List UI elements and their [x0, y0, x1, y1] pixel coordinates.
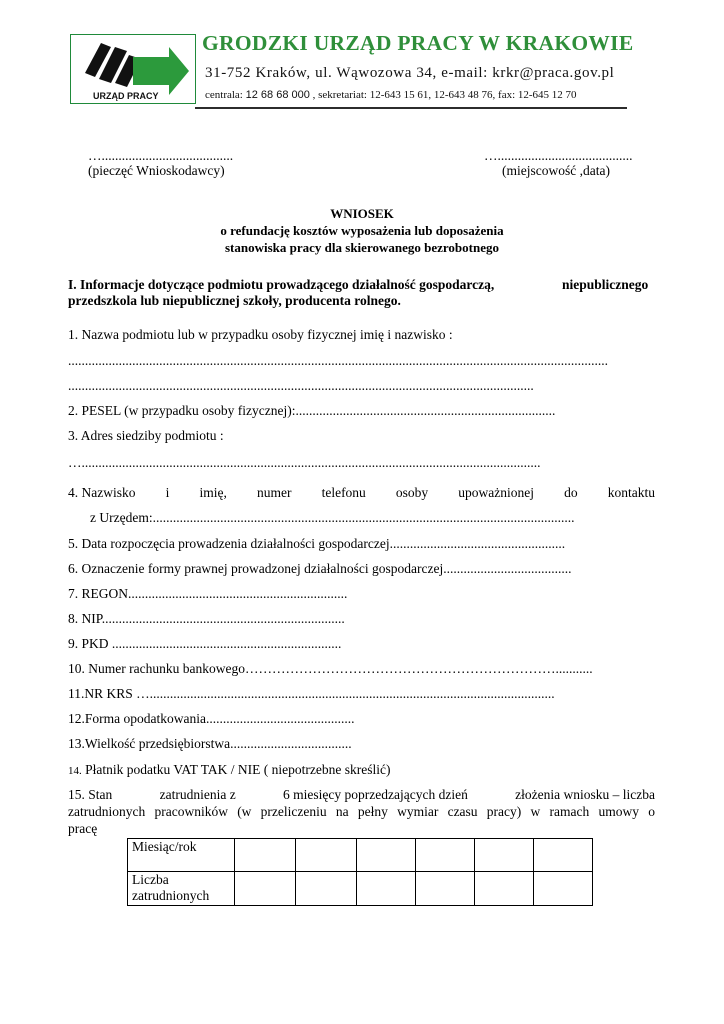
item-3: 3. Adres siedziby podmiotu : — [68, 428, 224, 443]
item-1: 1. Nazwa podmiotu lub w przypadku osoby fizycznej imię i nazwisko : — [68, 327, 453, 342]
table-cell[interactable] — [296, 872, 357, 906]
item-15-word: o — [648, 804, 655, 819]
org-phones — [205, 89, 577, 101]
table-label-count: Liczba zatrudnionych — [128, 872, 235, 906]
centrala-label: centrala: — [205, 89, 243, 101]
item-4-word: imię, — [199, 485, 227, 500]
item-5[interactable]: 5. Data rozpoczęcia prowadzenia działalności gospodarczej.................................................... — [68, 536, 566, 551]
item-15-word: 15. Stan — [68, 787, 113, 802]
item-15-word: (w — [237, 804, 252, 819]
table-cell[interactable] — [534, 872, 593, 906]
item-4-word: upoważnionej — [458, 485, 535, 500]
item-15-line3: pracę — [68, 821, 98, 836]
item-2[interactable]: 2. PESEL (w przypadku osoby fizycznej):............................................................................. — [68, 403, 556, 418]
item-1-dots-1[interactable]: ................................................................................................................................................................ — [68, 353, 608, 368]
table-row — [128, 872, 593, 906]
section-heading-left: I. Informacje dotyczące podmiotu prowadzącego działalność gospodarczą, — [68, 277, 495, 292]
item-9[interactable]: 9. PKD .................................................................... — [68, 636, 342, 651]
item-3-dots[interactable]: …........................................................................................................................................ — [68, 455, 541, 470]
table-cell[interactable] — [534, 839, 593, 872]
item-12[interactable]: 12.Forma opodatkowania............................................ — [68, 711, 355, 726]
place-label: (miejscowość ,data) — [502, 163, 610, 178]
table-cell[interactable] — [357, 872, 416, 906]
table-cell[interactable] — [296, 839, 357, 872]
item-7[interactable]: 7. REGON................................................................. — [68, 586, 348, 601]
logo-graphic — [71, 35, 195, 103]
table-cell[interactable] — [416, 839, 475, 872]
item-1-dots-2[interactable]: .......................................................................................................................................... — [68, 378, 534, 393]
item-15-word: ramach — [549, 804, 590, 819]
header-divider — [195, 107, 627, 109]
item-15-line2 — [68, 804, 655, 820]
item-15-word: czasu — [447, 804, 478, 819]
item-14 — [68, 762, 391, 778]
logo-text: URZĄD PRACY — [93, 91, 159, 101]
item-13[interactable]: 13.Wielkość przedsiębiorstwa.................................... — [68, 736, 352, 751]
item-14-number: 14. — [68, 765, 82, 777]
centrala-number: 12 68 68 000 — [245, 89, 310, 101]
form-subtitle-1: o refundację kosztów wyposażenia lub doposażenia — [220, 223, 504, 238]
contacts: , sekretariat: 12-643 15 61, 12-643 48 76, fax: 12-645 12 70 — [312, 89, 577, 101]
form-title: WNIOSEK — [330, 206, 394, 221]
item-10[interactable]: 10. Numer rachunku bankowego……………………………………………………………........... — [68, 661, 593, 676]
table-cell[interactable] — [416, 872, 475, 906]
item-4-line2[interactable]: z Urzędem:............................................................................................................................. — [90, 510, 575, 525]
item-4-word: 4. Nazwisko — [68, 485, 136, 500]
item-4-word: do — [564, 485, 578, 500]
item-4-word: i — [165, 485, 170, 500]
form-subtitle-2: stanowiska pracy dla skierowanego bezrobotnego — [225, 240, 499, 255]
item-4-word: numer — [256, 485, 292, 500]
item-6[interactable]: 6. Oznaczenie formy prawnej prowadzonej działalności gospodarczej...................................... — [68, 561, 572, 576]
table-cell[interactable] — [235, 839, 296, 872]
item-15-word: pełny — [357, 804, 388, 819]
table-row — [128, 839, 593, 872]
item-15-word: umowy — [598, 804, 639, 819]
logo — [70, 34, 196, 104]
item-15-word: pracowników — [154, 804, 228, 819]
item-15-word: zatrudnienia z — [159, 787, 236, 802]
item-15-word: na — [335, 804, 349, 819]
item-11[interactable]: 11.NR KRS …........................................................................................................................ — [68, 686, 555, 701]
stamp-dots: …....................................... — [88, 148, 234, 163]
item-15-word: w — [530, 804, 541, 819]
item-4-word: kontaktu — [607, 485, 655, 500]
place-dots: …........................................ — [484, 148, 633, 163]
item-15-word: złożenia wniosku – liczba — [515, 787, 655, 802]
section-heading-line2: przedszkola lub niepublicznej szkoły, producenta rolnego. — [68, 293, 401, 308]
table-label-month: Miesiąc/rok — [128, 839, 235, 872]
section-heading-right: niepublicznego — [562, 277, 649, 292]
item-15-word: wymiar — [397, 804, 439, 819]
item-4-line1 — [68, 485, 655, 501]
table-cell[interactable] — [235, 872, 296, 906]
table-cell[interactable] — [475, 839, 534, 872]
item-8[interactable]: 8. NIP........................................................................ — [68, 611, 345, 626]
item-4-word: telefonu — [321, 485, 366, 500]
item-14-text: Płatnik podatku VAT TAK / NIE ( niepotrzebne skreślić) — [81, 762, 391, 777]
item-4-word: osoby — [395, 485, 429, 500]
item-15-line1 — [68, 787, 655, 803]
org-address: 31-752 Kraków, ul. Wąwozowa 34, e-mail: krkr@praca.gov.pl — [205, 65, 615, 81]
table-cell[interactable] — [475, 872, 534, 906]
stamp-label: (pieczęć Wnioskodawcy) — [88, 163, 225, 178]
table-cell[interactable] — [357, 839, 416, 872]
item-15-word: przeliczeniu — [260, 804, 327, 819]
employment-table — [127, 838, 593, 906]
item-15-word: zatrudnionych — [68, 804, 146, 819]
org-name: GRODZKI URZĄD PRACY W KRAKOWIE — [202, 31, 634, 55]
item-15-word: 6 miesięcy poprzedzających dzień — [283, 787, 468, 802]
item-15-word: pracy) — [486, 804, 522, 819]
